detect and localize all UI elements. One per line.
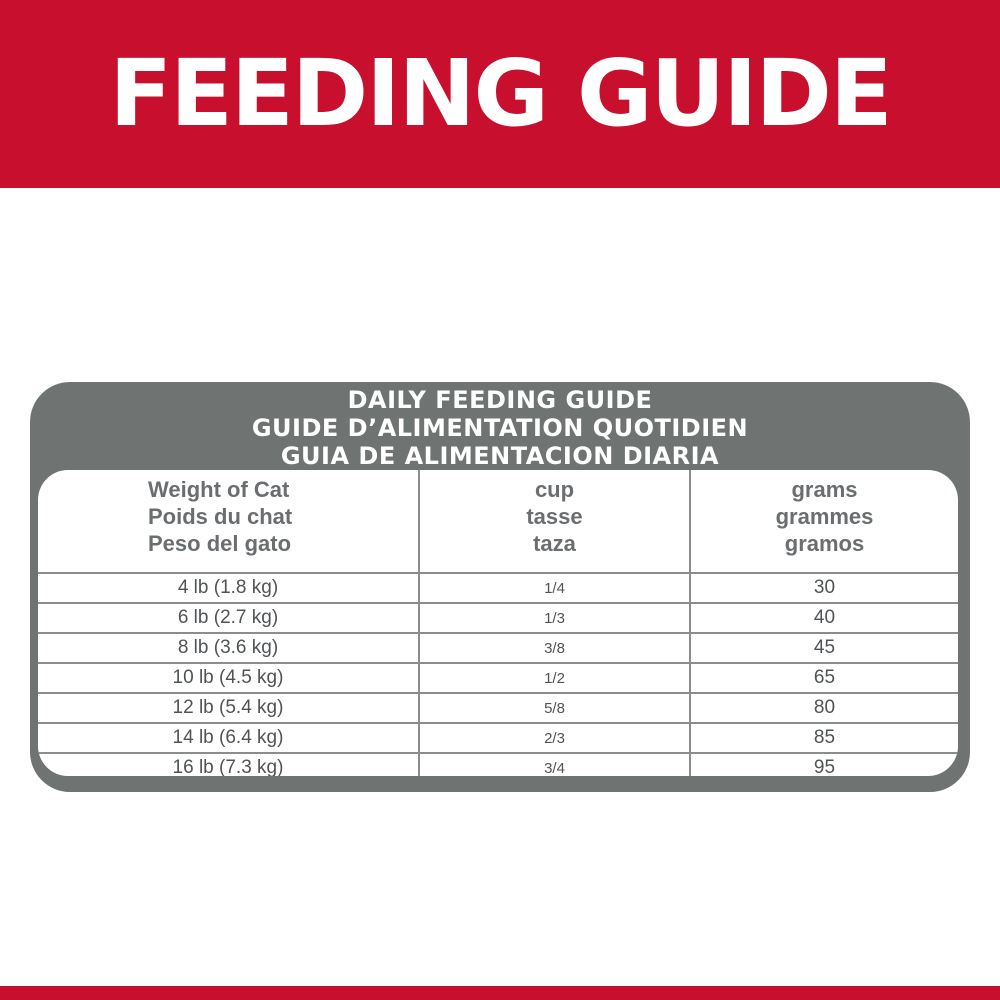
column-header-line: gramos (784, 531, 865, 556)
column-header-line: cup (534, 477, 575, 502)
column-header-line: Poids du chat (148, 504, 293, 529)
cup-cell: 1/2 (419, 663, 690, 693)
column-header-line: grammes (775, 504, 874, 529)
column-header-line: grams (791, 477, 858, 502)
guide-title-english: DAILY FEEDING GUIDE (347, 386, 653, 414)
grams-cell: 65 (690, 663, 958, 693)
column-header-line: tasse (526, 504, 583, 529)
column-header-line: Weight of Cat (148, 477, 290, 502)
weight-cell: 16 lb (7.3 kg) (38, 753, 419, 776)
table-row (38, 633, 958, 663)
table-row (38, 723, 958, 753)
feeding-guide-card (30, 382, 970, 792)
column-header-cup (419, 470, 690, 573)
cup-cell: 3/4 (419, 753, 690, 776)
grams-cell: 85 (690, 723, 958, 753)
weight-cell: 4 lb (1.8 kg) (38, 573, 419, 603)
guide-table-wrap (38, 470, 958, 776)
grams-cell: 95 (813, 757, 836, 776)
weight-cell: 14 lb (6.4 kg) (38, 723, 419, 753)
guide-title-spanish: GUIA DE ALIMENTACION DIARIA (280, 442, 720, 470)
table-row (38, 573, 958, 603)
column-header-line: Peso del gato (148, 531, 292, 556)
grams-cell: 80 (690, 693, 958, 723)
page-title: FEEDING GUIDE (109, 40, 891, 147)
table-row (38, 693, 958, 723)
guide-titles (30, 386, 970, 470)
weight-cell: 10 lb (4.5 kg) (38, 663, 419, 693)
grams-cell: 40 (690, 603, 958, 633)
weight-cell: 8 lb (3.6 kg) (38, 633, 419, 663)
grams-cell: 45 (690, 633, 958, 663)
weight-cell: 12 lb (5.4 kg) (38, 693, 419, 723)
column-header-weight (38, 470, 419, 573)
cup-cell: 1/4 (419, 573, 690, 603)
grams-cell: 30 (690, 573, 958, 603)
table-row (38, 603, 958, 633)
cup-cell: 5/8 (419, 693, 690, 723)
footer-band (0, 986, 1000, 1000)
column-header-grams (690, 470, 958, 573)
table-row (38, 753, 958, 776)
cup-cell: 2/3 (419, 723, 690, 753)
cup-cell: 1/3 (419, 603, 690, 633)
weight-cell: 6 lb (2.7 kg) (38, 603, 419, 633)
column-header-line: taza (533, 531, 576, 556)
feeding-table (38, 470, 958, 776)
table-header-row (38, 470, 958, 573)
cup-cell: 3/8 (419, 633, 690, 663)
guide-title-french: GUIDE D’ALIMENTATION QUOTIDIEN (251, 414, 749, 442)
table-row (38, 663, 958, 693)
